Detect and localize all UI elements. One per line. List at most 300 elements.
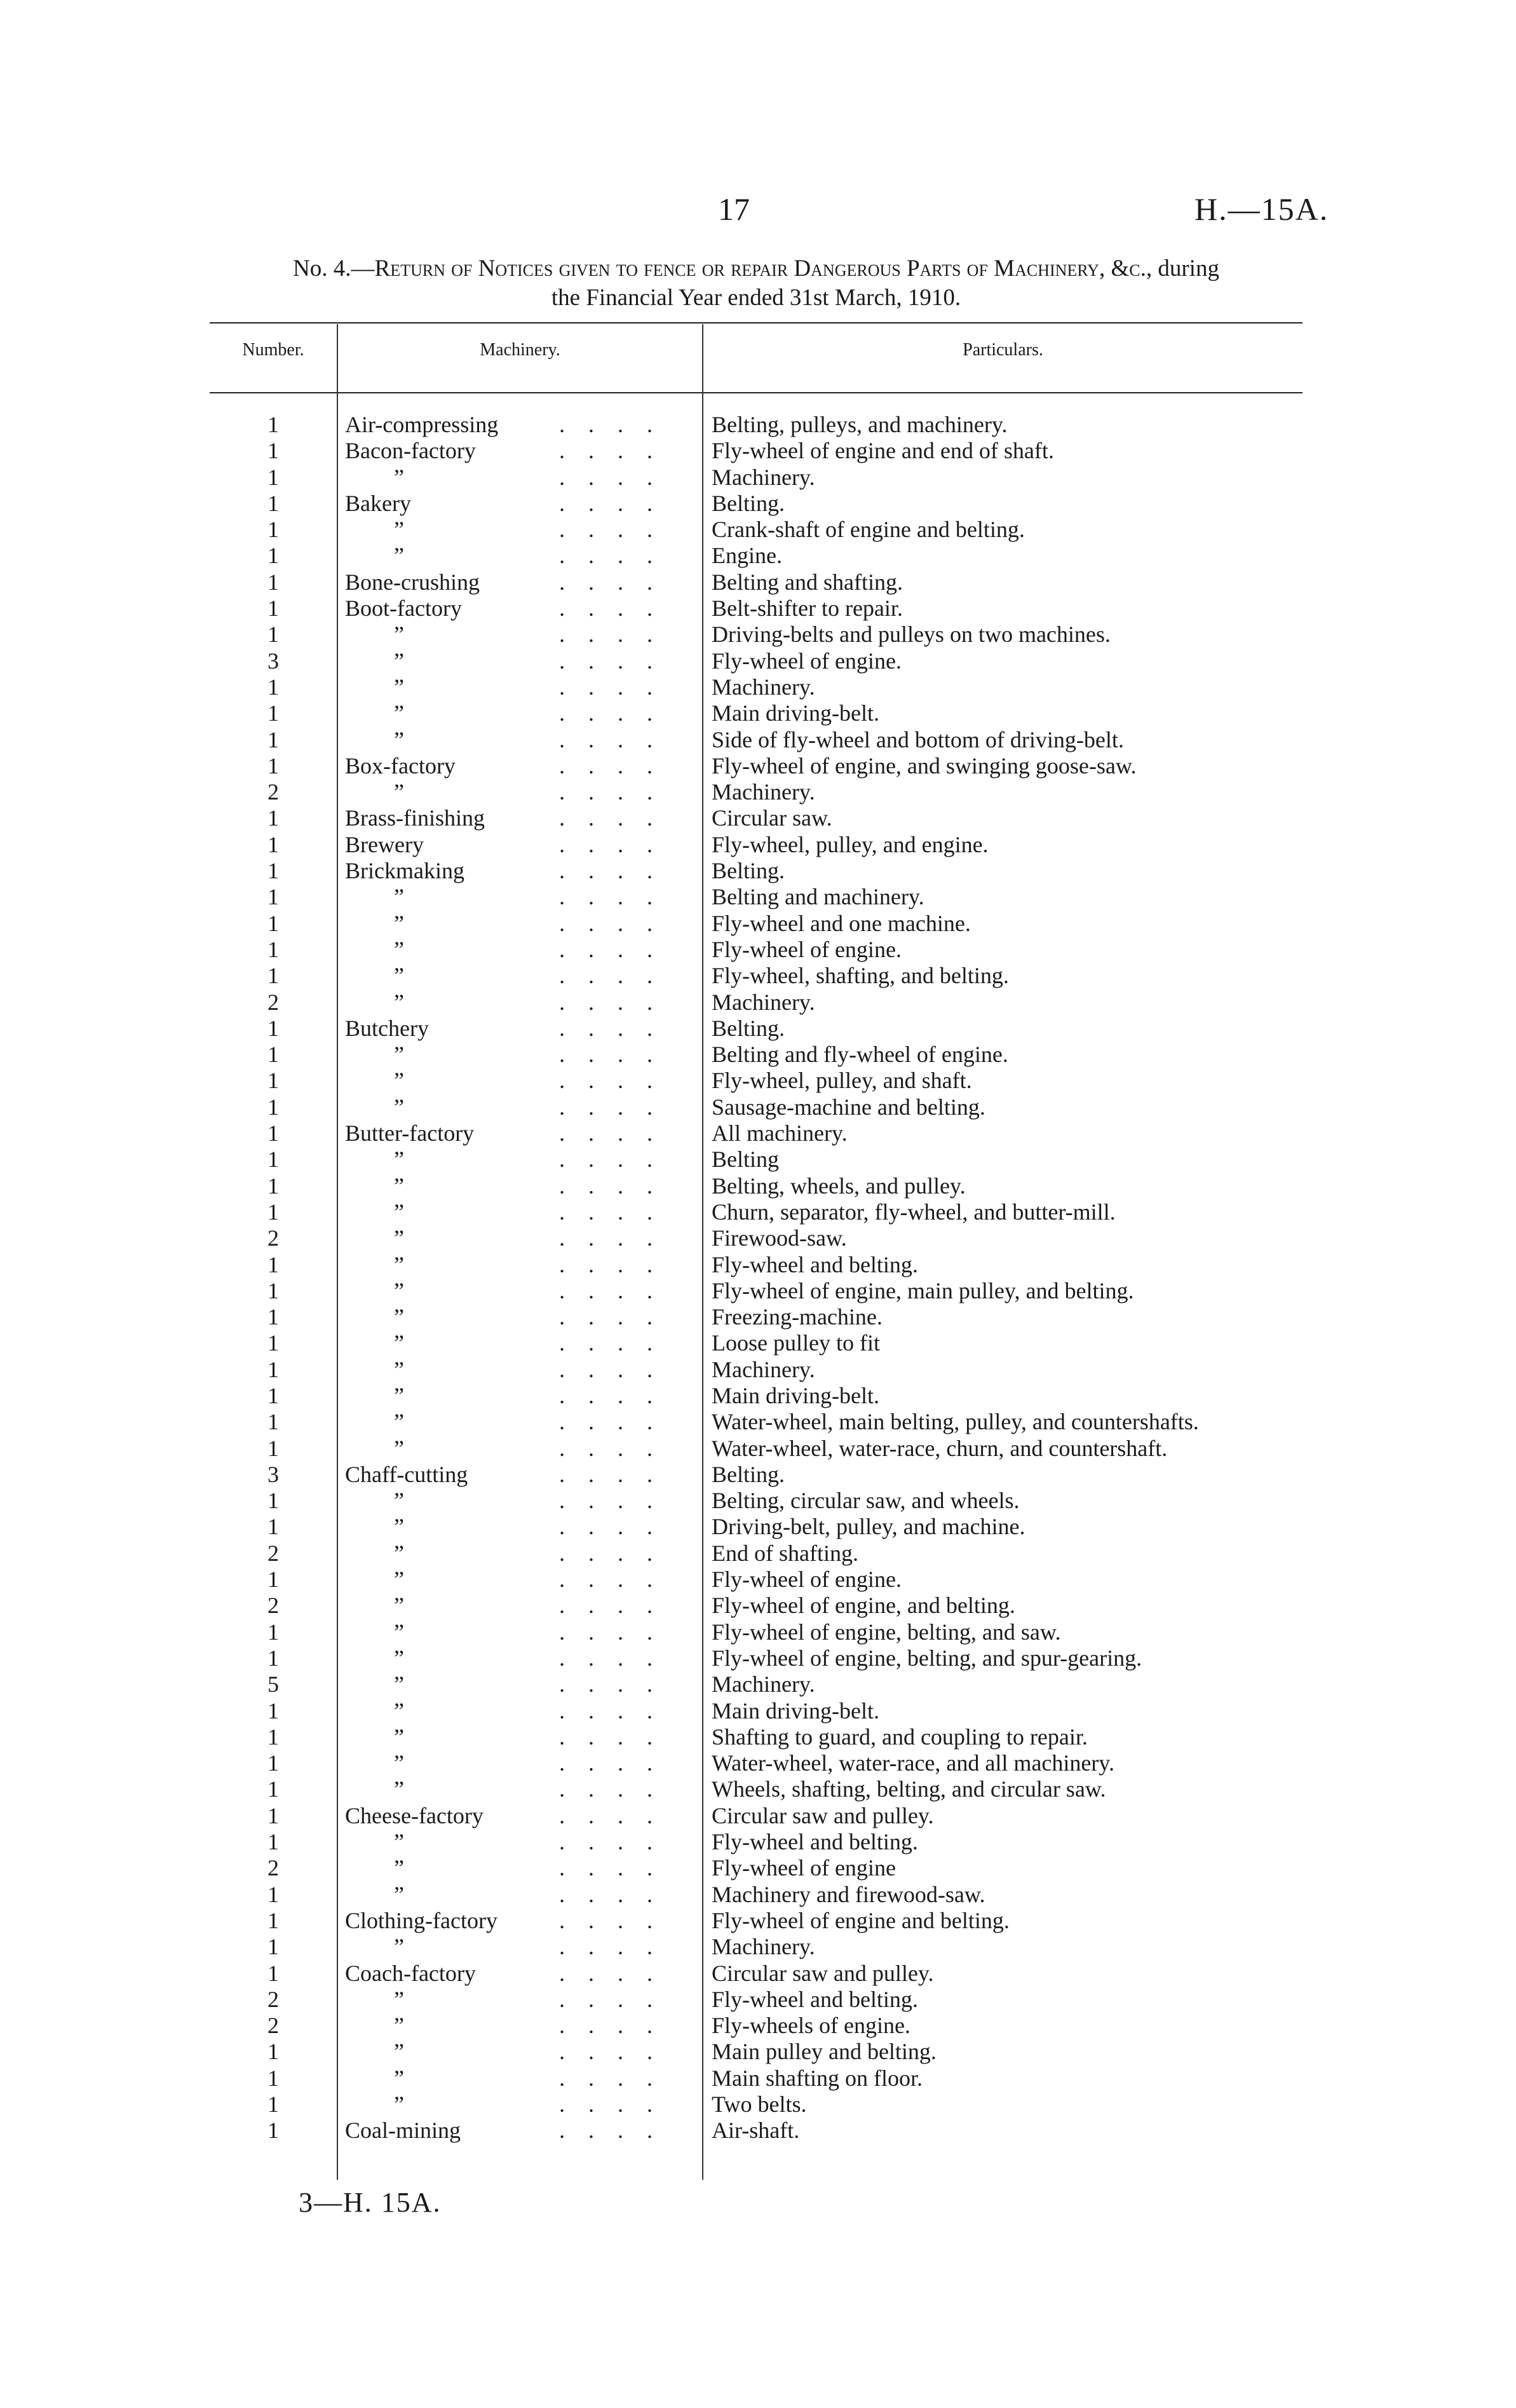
row-particulars: Wheels, shafting, belting, and circular saw. [712, 1776, 1106, 1802]
row-leader-dots: . . . . [559, 1960, 661, 1986]
row-number: 1 [267, 1304, 279, 1330]
row-particulars: Circular saw and pulley. [712, 1802, 934, 1828]
row-leader-dots: . . . . [559, 1514, 661, 1540]
table-row [0, 805, 1516, 831]
row-number: 1 [267, 1802, 279, 1828]
row-particulars: Main driving-belt. [712, 700, 879, 726]
table-row [0, 1514, 1516, 1540]
row-particulars: Fly-wheel, shafting, and belting. [712, 963, 1009, 989]
row-leader-dots: . . . . [559, 1251, 661, 1277]
row-particulars: Fly-wheel and belting. [712, 1986, 918, 2012]
row-leader-dots: . . . . [559, 1015, 661, 1041]
row-leader-dots: . . . . [559, 543, 661, 569]
row-particulars: Two belts. [712, 2092, 807, 2117]
row-leader-dots: . . . . [559, 2039, 661, 2065]
row-number: 1 [267, 543, 279, 569]
row-machinery: ” [394, 1488, 404, 1514]
row-machinery: ” [394, 1173, 404, 1199]
row-leader-dots: . . . . [559, 805, 661, 831]
table-row [0, 727, 1516, 753]
table-row [0, 832, 1516, 858]
table-row [0, 1042, 1516, 1068]
table-row [0, 674, 1516, 700]
row-machinery: Chaff-cutting [345, 1461, 468, 1487]
row-leader-dots: . . . . [559, 1435, 661, 1461]
table-row [0, 884, 1516, 910]
row-leader-dots: . . . . [559, 1356, 661, 1382]
row-particulars: Main pulley and belting. [712, 2039, 937, 2065]
row-leader-dots: . . . . [559, 779, 661, 805]
row-machinery: Box-factory [345, 752, 456, 779]
row-particulars: Fly-wheel and one machine. [712, 910, 971, 936]
table-row [0, 1882, 1516, 1908]
row-leader-dots: . . . . [559, 1304, 661, 1330]
table-row [0, 412, 1516, 438]
row-number: 2 [267, 2013, 279, 2039]
row-leader-dots: . . . . [559, 989, 661, 1015]
row-machinery: ” [394, 1881, 404, 1907]
table-row [0, 1068, 1516, 1094]
row-number: 1 [267, 622, 279, 648]
row-machinery: ” [394, 674, 404, 700]
table-row [0, 1146, 1516, 1173]
table-row [0, 1199, 1516, 1225]
table-row [0, 753, 1516, 779]
row-particulars: Fly-wheel of engine. [712, 648, 902, 674]
table-row [0, 858, 1516, 884]
row-leader-dots: . . . . [559, 2013, 661, 2039]
row-machinery: ” [394, 1829, 404, 1855]
table-row [0, 1776, 1516, 1802]
row-leader-dots: . . . . [559, 1382, 661, 1408]
row-leader-dots: . . . . [559, 1829, 661, 1855]
row-machinery: Brass-finishing [345, 805, 485, 831]
row-leader-dots: . . . . [559, 1277, 661, 1303]
row-leader-dots: . . . . [559, 412, 661, 437]
row-number: 1 [267, 2065, 279, 2091]
row-machinery: Coach-factory [345, 1960, 476, 1986]
row-machinery: ” [394, 1724, 404, 1750]
row-machinery: ” [394, 543, 404, 569]
table-row [0, 1750, 1516, 1776]
row-number: 1 [267, 858, 279, 884]
row-number: 1 [267, 936, 279, 962]
row-number: 1 [267, 1068, 279, 1094]
row-leader-dots: . . . . [559, 674, 661, 700]
row-machinery: ” [394, 1619, 404, 1645]
row-number: 1 [267, 674, 279, 700]
row-machinery: ” [394, 726, 404, 752]
row-particulars: Belting and fly-wheel of engine. [712, 1042, 1008, 1068]
row-particulars: Shafting to guard, and coupling to repair. [712, 1724, 1088, 1750]
row-leader-dots: . . . . [559, 569, 661, 595]
row-number: 2 [267, 989, 279, 1015]
row-number: 1 [267, 490, 279, 516]
row-leader-dots: . . . . [559, 595, 661, 622]
row-number: 1 [267, 1277, 279, 1303]
row-leader-dots: . . . . [559, 1199, 661, 1225]
row-number: 2 [267, 1225, 279, 1251]
row-leader-dots: . . . . [559, 2118, 661, 2144]
row-machinery: ” [394, 1304, 404, 1330]
row-machinery: Air-compressing [345, 412, 499, 437]
row-machinery: ” [394, 1986, 404, 2012]
row-machinery: ” [394, 1934, 404, 1960]
row-machinery: ” [394, 1855, 404, 1881]
footer-signature: 3—H. 15A. [299, 2187, 442, 2218]
row-number: 1 [267, 517, 279, 543]
table-row [0, 1698, 1516, 1724]
row-particulars: Water-wheel, main belting, pulley, and countershafts. [712, 1409, 1199, 1435]
row-particulars: Freezing-machine. [712, 1304, 883, 1330]
row-machinery: Coal-mining [345, 2118, 461, 2144]
table-row [0, 2065, 1516, 2092]
row-machinery: ” [394, 1567, 404, 1593]
table-row [0, 438, 1516, 464]
row-number: 1 [267, 1356, 279, 1382]
table-row [0, 1567, 1516, 1593]
row-particulars: Fly-wheel of engine, and belting. [712, 1593, 1015, 1619]
row-particulars: Fly-wheel of engine. [712, 936, 902, 962]
table-row [0, 963, 1516, 989]
row-particulars: Sausage-machine and belting. [712, 1094, 985, 1120]
table-row [0, 1934, 1516, 1960]
row-particulars: Belting, wheels, and pulley. [712, 1173, 966, 1199]
row-machinery: ” [394, 1199, 404, 1225]
table-row [0, 543, 1516, 569]
row-leader-dots: . . . . [559, 1330, 661, 1356]
row-machinery: ” [394, 1409, 404, 1435]
table-row [0, 1803, 1516, 1829]
row-particulars: Engine. [712, 543, 782, 569]
table-row [0, 1016, 1516, 1042]
table-row [0, 1855, 1516, 1881]
row-leader-dots: . . . . [559, 2065, 661, 2091]
row-leader-dots: . . . . [559, 2092, 661, 2117]
row-number: 3 [267, 1461, 279, 1487]
row-number: 1 [267, 1120, 279, 1146]
table-row [0, 990, 1516, 1016]
row-leader-dots: . . . . [559, 464, 661, 490]
row-machinery: ” [394, 1146, 404, 1173]
row-machinery: Butter-factory [345, 1120, 475, 1146]
row-leader-dots: . . . . [559, 1042, 661, 1068]
row-number: 2 [267, 779, 279, 805]
row-number: 1 [267, 1881, 279, 1907]
row-leader-dots: . . . . [559, 1120, 661, 1146]
row-leader-dots: . . . . [559, 1146, 661, 1173]
row-particulars: Firewood-saw. [712, 1225, 847, 1251]
row-machinery: ” [394, 1435, 404, 1461]
table-row [0, 1541, 1516, 1567]
table-row [0, 2092, 1516, 2118]
row-particulars: Belting, pulleys, and machinery. [712, 412, 1008, 437]
row-leader-dots: . . . . [559, 936, 661, 962]
table-row [0, 1724, 1516, 1750]
row-machinery: Bakery [345, 490, 411, 516]
row-particulars: Machinery. [712, 1356, 815, 1382]
row-particulars: Belting. [712, 1461, 785, 1487]
table-row [0, 1330, 1516, 1356]
table-title [203, 254, 1309, 313]
row-particulars: Machinery. [712, 674, 815, 700]
row-number: 1 [267, 1514, 279, 1540]
row-machinery: ” [394, 2065, 404, 2091]
table-row [0, 1278, 1516, 1304]
row-number: 1 [267, 1697, 279, 1724]
row-particulars: Fly-wheel and belting. [712, 1829, 918, 1855]
row-number: 1 [267, 1382, 279, 1408]
row-machinery: ” [394, 1330, 404, 1356]
title-lead: No. 4.— [293, 255, 375, 282]
title-line2: the Financial Year ended 31st March, 1910. [551, 285, 961, 311]
table-row [0, 569, 1516, 595]
row-machinery: ” [394, 989, 404, 1015]
table-row [0, 1225, 1516, 1251]
row-leader-dots: . . . . [559, 1173, 661, 1199]
row-machinery: Clothing-factory [345, 1907, 497, 1933]
row-number: 1 [267, 1567, 279, 1593]
row-machinery: ” [394, 1356, 404, 1382]
row-leader-dots: . . . . [559, 884, 661, 910]
row-particulars: Circular saw and pulley. [712, 1960, 934, 1986]
row-machinery: ” [394, 1697, 404, 1724]
row-number: 1 [267, 2092, 279, 2117]
row-leader-dots: . . . . [559, 490, 661, 516]
row-leader-dots: . . . . [559, 1540, 661, 1566]
row-machinery: ” [394, 1225, 404, 1251]
row-machinery: Bacon-factory [345, 438, 476, 464]
row-leader-dots: . . . . [559, 963, 661, 989]
row-particulars: Main driving-belt. [712, 1697, 879, 1724]
column-header-machinery: Machinery. [480, 340, 560, 360]
row-leader-dots: . . . . [559, 858, 661, 884]
row-number: 1 [267, 1330, 279, 1356]
row-number: 1 [267, 569, 279, 595]
row-particulars: Air-shaft. [712, 2118, 800, 2144]
row-leader-dots: . . . . [559, 1619, 661, 1645]
page-number: 17 [718, 191, 750, 227]
row-leader-dots: . . . . [559, 1697, 661, 1724]
row-machinery: ” [394, 1776, 404, 1802]
row-number: 1 [267, 1724, 279, 1750]
row-number: 1 [267, 1251, 279, 1277]
row-leader-dots: . . . . [559, 1488, 661, 1514]
row-leader-dots: . . . . [559, 517, 661, 543]
table-row [0, 1671, 1516, 1697]
row-number: 1 [267, 1042, 279, 1068]
row-particulars: Water-wheel, water-race, and all machinery. [712, 1750, 1114, 1776]
row-machinery: ” [394, 1540, 404, 1566]
row-number: 2 [267, 1986, 279, 2012]
row-particulars: All machinery. [712, 1120, 848, 1146]
row-particulars: Crank-shaft of engine and belting. [712, 517, 1025, 543]
row-machinery: Cheese-factory [345, 1802, 484, 1828]
row-particulars: Belting, circular saw, and wheels. [712, 1488, 1020, 1514]
table-row [0, 1961, 1516, 1987]
row-leader-dots: . . . . [559, 1461, 661, 1487]
row-machinery: ” [394, 1645, 404, 1671]
row-leader-dots: . . . . [559, 1907, 661, 1933]
row-number: 3 [267, 648, 279, 674]
row-leader-dots: . . . . [559, 1593, 661, 1619]
row-number: 1 [267, 1960, 279, 1986]
row-machinery: ” [394, 1042, 404, 1068]
row-particulars: Circular saw. [712, 805, 832, 831]
row-number: 1 [267, 2118, 279, 2144]
row-number: 1 [267, 438, 279, 464]
row-number: 5 [267, 1671, 279, 1697]
row-particulars: Belting and shafting. [712, 569, 903, 595]
row-particulars: Belting. [712, 490, 785, 516]
header-bottom-rule [210, 392, 1303, 393]
row-particulars: Churn, separator, fly-wheel, and butter-mill. [712, 1199, 1116, 1225]
row-particulars: Machinery and firewood-saw. [712, 1881, 985, 1907]
table-row [0, 1908, 1516, 1934]
row-particulars: Driving-belts and pulleys on two machines. [712, 622, 1111, 648]
row-machinery: ” [394, 936, 404, 962]
row-leader-dots: . . . . [559, 1724, 661, 1750]
row-particulars: Belt-shifter to repair. [712, 595, 903, 622]
row-number: 1 [267, 1146, 279, 1173]
row-leader-dots: . . . . [559, 1934, 661, 1960]
table-row [0, 1619, 1516, 1645]
column-header-particulars: Particulars. [963, 340, 1043, 360]
table-row [0, 2039, 1516, 2065]
row-number: 1 [267, 884, 279, 910]
row-leader-dots: . . . . [559, 752, 661, 779]
title-small-caps: Return of Notices given to fence or repair Dangerous Parts of Machinery, &c., [374, 255, 1153, 282]
row-number: 1 [267, 1173, 279, 1199]
row-number: 1 [267, 595, 279, 622]
row-machinery: ” [394, 1750, 404, 1776]
row-particulars: Belting [712, 1146, 779, 1173]
row-leader-dots: . . . . [559, 1645, 661, 1671]
row-number: 1 [267, 1776, 279, 1802]
table-row [0, 1462, 1516, 1488]
row-leader-dots: . . . . [559, 1409, 661, 1435]
row-particulars: Machinery. [712, 779, 815, 805]
row-machinery: ” [394, 2092, 404, 2117]
table-row [0, 1094, 1516, 1120]
row-machinery: ” [394, 779, 404, 805]
row-particulars: Fly-wheel, pulley, and engine. [712, 831, 989, 857]
row-number: 1 [267, 1750, 279, 1776]
row-particulars: Machinery. [712, 1671, 815, 1697]
row-number: 1 [267, 2039, 279, 2065]
row-machinery: ” [394, 1382, 404, 1408]
row-number: 1 [267, 1015, 279, 1041]
row-leader-dots: . . . . [559, 910, 661, 936]
row-number: 1 [267, 1645, 279, 1671]
table-row [0, 1409, 1516, 1435]
row-particulars: Fly-wheel of engine, main pulley, and belting. [712, 1277, 1134, 1303]
row-leader-dots: . . . . [559, 1671, 661, 1697]
row-leader-dots: . . . . [559, 1855, 661, 1881]
row-particulars: Fly-wheel and belting. [712, 1251, 918, 1277]
row-particulars: Driving-belt, pulley, and machine. [712, 1514, 1025, 1540]
row-leader-dots: . . . . [559, 700, 661, 726]
row-machinery: Butchery [345, 1015, 429, 1041]
row-machinery: ” [394, 1671, 404, 1697]
table-row [0, 517, 1516, 543]
table-row [0, 1357, 1516, 1383]
table-row [0, 622, 1516, 648]
row-leader-dots: . . . . [559, 1225, 661, 1251]
row-machinery: ” [394, 1514, 404, 1540]
row-leader-dots: . . . . [559, 1750, 661, 1776]
title-tail: during [1152, 255, 1219, 282]
table-row [0, 1173, 1516, 1199]
row-machinery: ” [394, 910, 404, 936]
row-leader-dots: . . . . [559, 726, 661, 752]
row-number: 1 [267, 1435, 279, 1461]
row-particulars: Fly-wheel of engine and belting. [712, 1907, 1010, 1933]
table-row [0, 779, 1516, 805]
row-particulars: Belting. [712, 858, 785, 884]
row-machinery: ” [394, 1593, 404, 1619]
row-machinery: Brewery [345, 831, 424, 857]
row-machinery: ” [394, 464, 404, 490]
table-row [0, 1383, 1516, 1409]
row-number: 2 [267, 1540, 279, 1566]
row-particulars: Machinery. [712, 1934, 815, 1960]
row-leader-dots: . . . . [559, 438, 661, 464]
row-number: 1 [267, 1934, 279, 1960]
row-number: 1 [267, 1619, 279, 1645]
row-machinery: ” [394, 1251, 404, 1277]
table-row [0, 1645, 1516, 1671]
table-row [0, 937, 1516, 963]
table-row [0, 1120, 1516, 1146]
row-leader-dots: . . . . [559, 1567, 661, 1593]
row-leader-dots: . . . . [559, 831, 661, 857]
row-particulars: Water-wheel, water-race, churn, and countershaft. [712, 1435, 1168, 1461]
row-machinery: ” [394, 963, 404, 989]
table-row [0, 700, 1516, 726]
table-row [0, 1436, 1516, 1462]
row-number: 1 [267, 831, 279, 857]
table-row [0, 1304, 1516, 1330]
row-machinery: Boot-factory [345, 595, 462, 622]
row-number: 1 [267, 805, 279, 831]
row-particulars: Belting and machinery. [712, 884, 924, 910]
table-body [0, 412, 1516, 2144]
row-machinery: ” [394, 2039, 404, 2065]
row-leader-dots: . . . . [559, 1881, 661, 1907]
row-particulars: Side of fly-wheel and bottom of driving-belt. [712, 726, 1124, 752]
table-row [0, 465, 1516, 491]
row-number: 1 [267, 752, 279, 779]
row-machinery: ” [394, 700, 404, 726]
row-particulars: Fly-wheel of engine, belting, and spur-gearing. [712, 1645, 1142, 1671]
row-machinery: ” [394, 884, 404, 910]
row-particulars: Fly-wheel of engine, and swinging goose-saw. [712, 752, 1137, 779]
row-particulars: Fly-wheel of engine. [712, 1567, 902, 1593]
row-leader-dots: . . . . [559, 648, 661, 674]
row-leader-dots: . . . . [559, 1068, 661, 1094]
document-reference: H.—15A. [1195, 191, 1329, 227]
row-particulars: Fly-wheel, pulley, and shaft. [712, 1068, 972, 1094]
row-leader-dots: . . . . [559, 1986, 661, 2012]
row-number: 1 [267, 1907, 279, 1933]
row-particulars: Fly-wheels of engine. [712, 2013, 910, 2039]
row-number: 1 [267, 464, 279, 490]
table-row [0, 595, 1516, 622]
table-row [0, 491, 1516, 517]
table-row [0, 911, 1516, 937]
row-particulars: Main shafting on floor. [712, 2065, 923, 2091]
